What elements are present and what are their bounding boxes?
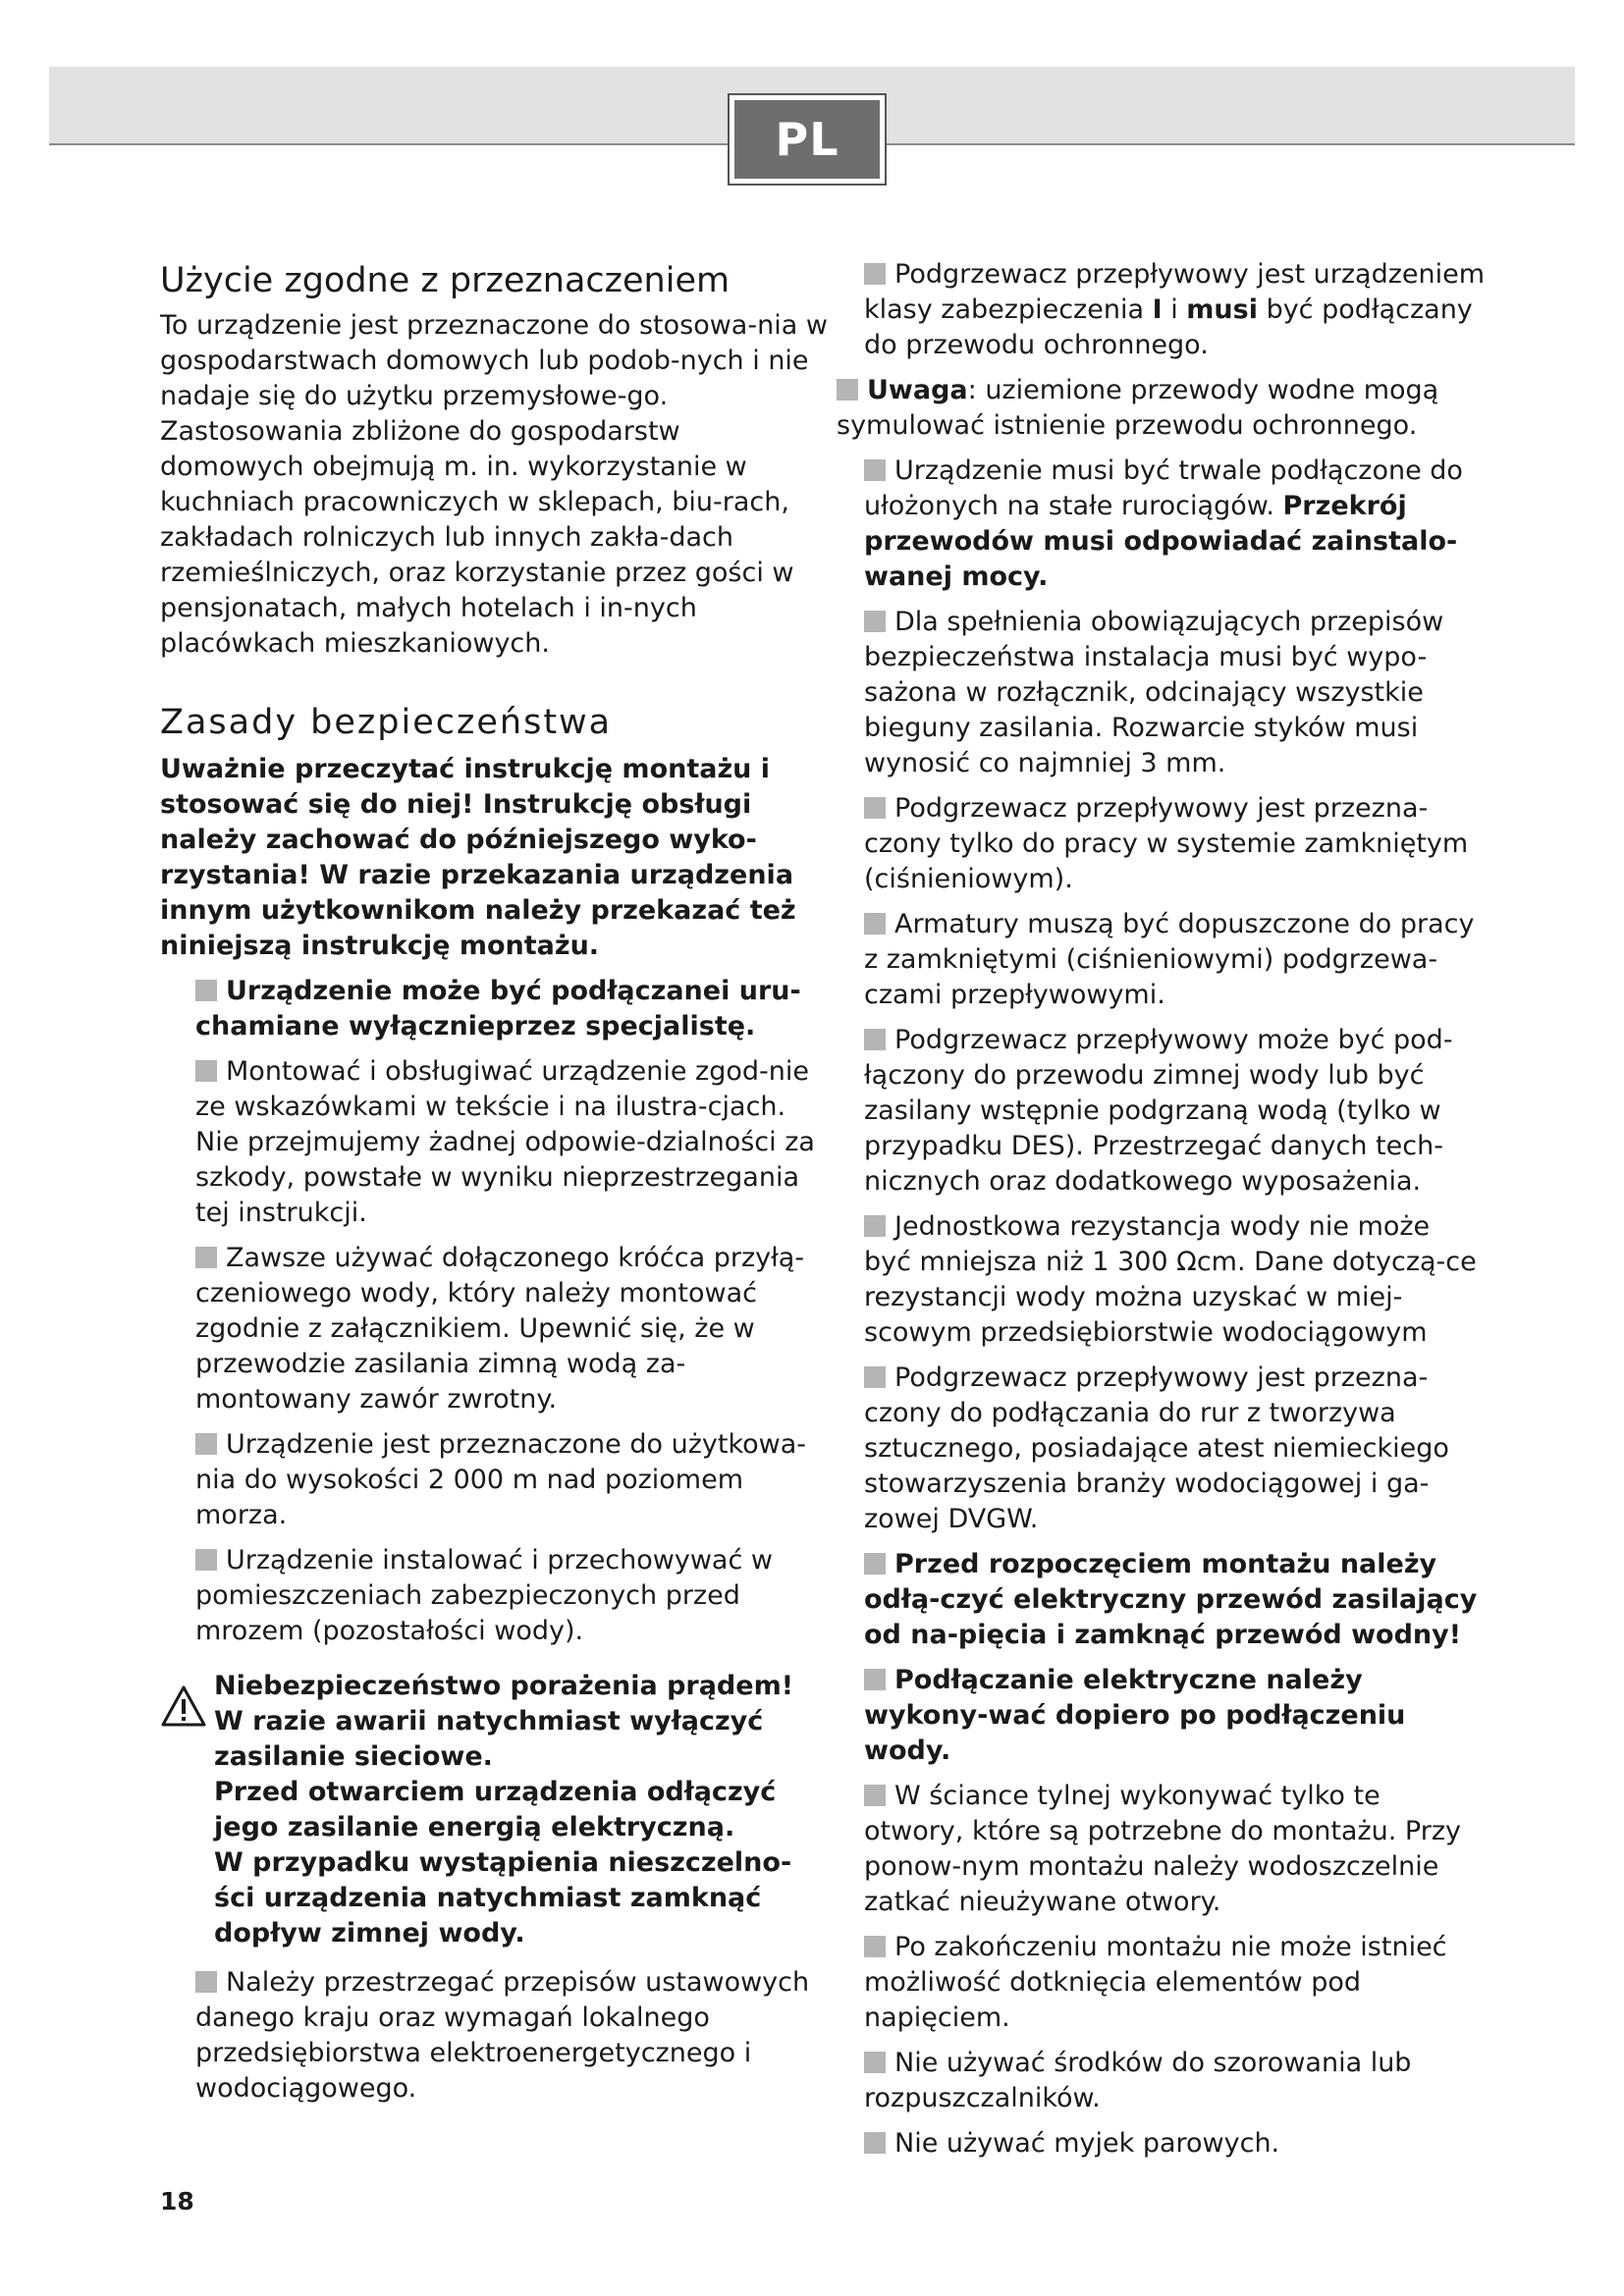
bullet-square-icon [864,611,886,632]
item-text-bold: I [1152,294,1163,325]
usage-heading: Użycie zgodne z przeznaczeniem [160,261,731,300]
bullet-square-icon [864,1029,886,1050]
bullet-square-icon [864,263,886,285]
electric-shock-warning [160,1669,828,1951]
safety-item [160,1241,828,1417]
safety-item [864,1547,1485,1653]
safety-item [864,1209,1485,1351]
item-text: W ściance tylnej wykonywać tylko te otwory, które są potrzebne do montażu. Przy ponow-nym montażu należy wodoszczelnie zatkać nieużywane otwory. [864,1781,1461,1917]
item-text: Podgrzewacz przepływowy może być pod-łączony do przewodu zimnej wody lub być zasilany wstępnie podgrzaną wodą (tylko w przypadku DES). Przestrzegać danych tech-nicznych oraz dodatkowego wyposażenia. [864,1025,1453,1197]
safety-item [864,454,1485,595]
bullet-square-icon [195,1060,217,1082]
safety-item [864,1663,1485,1769]
item-text: Urządzenie musi być trwale podłączone do ułożonych na stałe rurociągów. [864,455,1463,521]
safety-item [864,1023,1485,1200]
item-text: Podgrzewacz przepływowy jest urządzeniem klasy zabezpieczenia [864,259,1486,325]
safety-item [864,1930,1485,2036]
item-text: Po zakończeniu montażu nie może istnieć możliwość dotknięcia elementów pod napięciem. [864,1932,1447,2033]
bullet-square-icon [864,1936,886,1957]
bullet-square-icon [864,1669,886,1690]
bullet-square-icon [195,1247,217,1268]
bullet-square-icon [864,1215,886,1237]
item-text: Jednostkowa rezystancja wody nie może być mniejsza niż 1 300 Ωcm. Dane dotyczą-ce rezystancji wody można uzyskać w miej-scowym przedsiębiorstwie wodociągowym [864,1211,1477,1348]
bullet-square-icon [195,1433,217,1455]
bullet-square-icon [864,913,886,934]
warning-line: Niebezpieczeństwo porażenia prądem! [214,1671,794,1701]
item-text-bold: Podłączanie elektryczne należy wykony-wać dopiero po podłączeniu wody. [864,1665,1406,1766]
item-text: Nie używać środków do szorowania lub rozpuszczalników. [864,2048,1412,2113]
item-text: Podgrzewacz przepływowy jest przezna-czony do podłączania do rur z tworzywa sztucznego, posiadające atest niemieckiego stowarzyszenia branży wodociągowej i ga-zowej DVGW. [864,1362,1449,1534]
item-text: i [1162,294,1187,325]
page-number: 18 [160,2187,194,2216]
warning-triangle-icon [160,1684,207,1728]
left-column [160,257,828,2107]
bullet-square-icon [195,1549,217,1571]
safety-item [864,2126,1485,2162]
bullet-square-icon [864,459,886,481]
warning-line: W razie awarii natychmiast wyłączyć zasilanie sieciowe. [214,1706,764,1772]
item-text: Urządzenie instalować i przechowywać w pomieszczeniach zabezpieczonych przed mrozem (pozostałości wody). [195,1545,773,1646]
usage-paragraph: To urządzenie jest przeznaczone do stosowa-nia w gospodarstwach domowych lub podob-nych i nie nadaje się do użytku przemysłowe-go. Zastosowania zbliżone do gospodarstw domowych obejmują m. in. wykorzystanie w kuchniach pracowniczych w sklepach, biu-rach, zakładach rolniczych lub innych zakła-dach rzemieślniczych, oraz korzystanie przez gości w pensjonatach, małych hotelach i in-nych placówkach mieszkaniowych. [160,310,828,659]
safety-item [160,1054,828,1231]
item-text-bold: Przekrój przewodów musi odpowiadać zainstalo-wanej mocy. [864,491,1458,592]
safety-item [160,1427,828,1533]
item-text: Nie używać myjek parowych. [894,2128,1280,2159]
bullet-square-icon [837,379,858,400]
safety-item [160,1543,828,1649]
language-badge [728,93,887,186]
bullet-square-icon [864,2052,886,2073]
item-text: Montować i obsługiwać urządzenie zgod-nie ze wskazówkami w tekście i na ilustra-cjach. Nie przejmujemy żadnej odpowie-dzialności za szkody, powstałe w wyniku nieprzestrzegania tej instrukcji. [195,1056,815,1228]
safety-intro: Uważnie przeczytać instrukcję montażu i stosować się do niej! Instrukcję obsługi należy zachować do późniejszego wyko-rzystania! W razie przekazania urządzenia innym użytkownikom należy przekazać też niniejszą instrukcję montażu. [160,754,796,961]
safety-item [864,605,1485,781]
right-column [837,257,1486,2162]
safety-item [864,1361,1485,1537]
safety-item [864,2046,1485,2116]
safety-item [864,907,1485,1013]
item-text: Należy przestrzegać przepisów ustawowych danego kraju oraz wymagań lokalnego przedsiębiorstwa elektroenergetycznego i wodociągowego. [195,1967,810,2104]
item-text: Zawsze używać dołączonego króćca przyłą-czeniowego wody, który należy montować zgodnie z załącznikiem. Upewnić się, że w przewodzie zasilania zimną wodą za-montowany zawór zwrotny. [195,1243,805,1415]
language-code: PL [734,100,880,179]
item-text: Armatury muszą być dopuszczone do pracy z zamkniętymi (ciśnieniowymi) podgrzewa-czami przepływowymi. [864,909,1475,1010]
item-text: Urządzenie może być podłączanei uru-chamiane wyłącznieprzez specjalistę. [195,976,801,1041]
safety-item [837,373,1485,444]
item-text: Dla spełnienia obowiązujących przepisów bezpieczeństwa instalacja musi być wypo-sażona w rozłącznik, odcinający wszystkie bieguny zasilania. Rozwarcie styków musi wynosić co najmniej 3 mm. [864,607,1444,778]
item-text: Urządzenie jest przeznaczone do użytkowa-nia do wysokości 2 000 m nad poziomem morza. [195,1429,807,1530]
item-text: Podgrzewacz przepływowy jest przezna-czony tylko do pracy w systemie zamkniętym (ciśnieniowym). [864,793,1469,894]
bullet-square-icon [864,2132,886,2154]
warning-line: W przypadku wystąpienia nieszczelno-ści urządzenia natychmiast zamknąć dopływ zimnej wody. [214,1847,792,1949]
safety-item [160,974,828,1044]
item-text-bold: Przed rozpoczęciem montażu należy odłą-czyć elektryczny przewód zasilający od na-pięcia i zamknąć przewód wodny! [864,1549,1478,1650]
bullet-square-icon [195,1971,217,1993]
warning-line: Przed otwarciem urządzenia odłączyć jego zasilanie energią elektryczną. [214,1777,777,1842]
safety-item [160,1965,828,2107]
bullet-square-icon [864,1366,886,1388]
safety-item [864,1779,1485,1920]
safety-item [864,791,1485,897]
bullet-square-icon [864,1553,886,1575]
bullet-square-icon [195,980,217,1001]
bullet-square-icon [864,1785,886,1806]
item-text: : uziemione przewody wodne mogą symulować istnienie przewodu ochronnego. [837,375,1439,441]
safety-item [864,257,1485,363]
safety-heading: Zasady bezpieczeństwa [160,703,613,742]
item-text-bold: Uwaga [867,375,968,405]
bullet-square-icon [864,797,886,819]
item-text-bold: musi [1186,294,1258,325]
item-text: być podłączany do przewodu ochronnego. [864,294,1473,360]
